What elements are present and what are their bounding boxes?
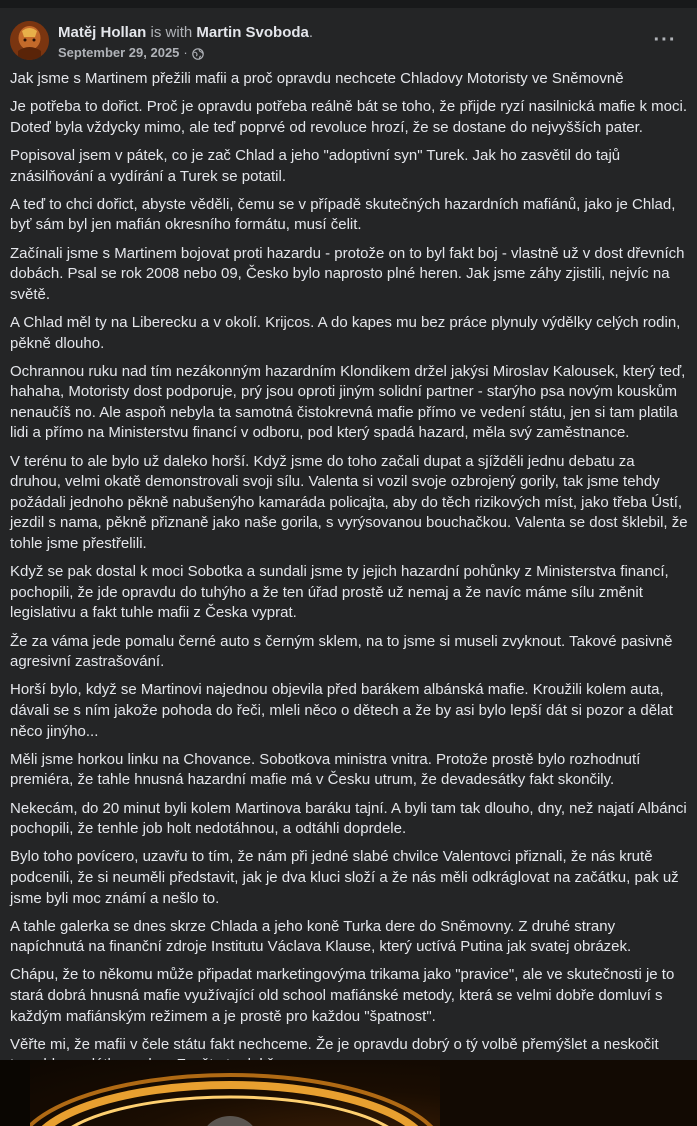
post-header — [0, 8, 697, 68]
meta-separator: · — [183, 45, 188, 60]
post-date[interactable]: September 29, 2025 — [58, 45, 180, 60]
post-paragraph: V terénu to ale bylo už daleko horší. Když jsme do toho začali dupat a sjížděli jednu debatu za druhou, velmi okatě demonstrovali svoji sílu. Valenta si vozil svoje ozbrojený gorily, tak jsme tehdy požádali jednoho pěkně nabušenýho kamaráda policajta, aby do těch rizikových míst, jako třeba Ústí, jezdil s nama, pěkně přiznaně jako naše gorila, s vyrýsovanou bouchačkou. Valenta se dost šklebil, že tohle jsme přestřelili. — [10, 452, 688, 553]
more-options-button[interactable] — [647, 26, 683, 54]
more-horizontal-icon: ··· — [653, 28, 677, 51]
post-paragraph: Jak jsme s Martinem přežili mafii a proč opravdu nechcete Chladovy Motoristy ve Sněmovně — [10, 70, 624, 87]
post-paragraph: Je potřeba to dořict. Proč je opravdu potřeba reálně bát se toho, že přijde ryzí nasilnická mafie k moci. Doteď byla vždycky mimo, ale teď poprvé od revoluce hrozí, že se dostane do nejvyšších pater. — [10, 98, 688, 136]
post-paragraph: Bylo toho povícero, uzavřu to tím, že nám při jedné slabé chvilce Valentovci přiznali, že nás krutě podcenili, že si neuměli představit, jak je dva kluci složí a že nás měli odkráglovat na začátku, pak už jsme byli moc známí a nešlo to. — [10, 848, 679, 907]
post-paragraph: Chápu, že to někomu může připadat marketingovýma trikama jako "pravice", ale ve skutečnosti je to stará dobrá hnusná mafie využívající old school mafiánské metody, která se velmi dobře domluví s každým mafiánským režimem a je prostě pro každou "špatnost". — [10, 966, 675, 1025]
post-paragraph: Když se pak dostal k moci Sobotka a sundali jsme ty jejich hazardní pohůnky z Ministerstva financí, pochopili, že jde opravdu do tuhýho a že ten úřad prostě už nemaj a že navíc máme sílu změnit legislativu a fakt tuhle mafii z Česka vyprat. — [10, 563, 669, 622]
post-photo[interactable] — [0, 1060, 697, 1126]
post-paragraph: A tahle galerka se dnes skrze Chlada a jeho koně Turka dere do Sněmovny. Z druhé strany napíchnutá na finanční zdroje Institutu Václava Klause, který uctívá Putina jak svatej obrázek. — [10, 917, 632, 956]
post-paragraph: Nekecám, do 20 minut byli kolem Martinova baráku tajní. A byli tam tak dlouho, dny, než najatí Albánci pochopili, že tenhle job holt nedotáhnou, a odtáhli doprdele. — [10, 799, 687, 838]
globe-icon[interactable] — [192, 47, 204, 59]
tagged-name[interactable]: Martin Svoboda — [196, 24, 309, 41]
post-paragraph: Horší bylo, když se Martinovi najednou objevila před barákem albánská mafie. Kroužili kolem auta, dávali se s ním jakože pohoda do řeči, mleli něco o dětech a že by asi bylo lepší dát si pozor a dělat něco jinýho... — [10, 681, 673, 740]
post-card — [0, 8, 697, 1126]
post-text — [10, 69, 688, 1084]
post-paragraph: Popisoval jsem v pátek, co je zač Chlad a jeho "adoptivní syn" Turek. Jak ho zasvětil do tajů znásilňování a vydírání a Turek se potatil. — [10, 146, 621, 185]
post-paragraph: Ochrannou ruku nad tím nezákonným hazardním Klondikem držel jakýsi Miroslav Kalousek, který teď, hahaha, Motoristy dost podporuje, prý jsou oproti jiným solidní partner - starýho psa novým kouskům nenaučíš no. Ale aspoň nebyla ta samotná čistokrevná mafie přímo ve vedení státu, jen si tam platila lidi a přímo na Ministerstvu financí v odboru, pod který spadá hazard, měla svý zaměstnance. — [10, 362, 686, 442]
author-line-punct: . — [308, 24, 314, 41]
post-paragraph: Že za vámа jede pomalu černé auto s černým sklem, na to jsme si museli zvyknout. Takové pasivně agresivní zastrašování. — [10, 632, 673, 671]
post-meta — [58, 44, 204, 61]
avatar[interactable] — [10, 21, 49, 60]
post-paragraph: Věřte mi, že mafii v čele státu fakt nechceme. Že je opravdu dobrý o tý volbě přemýšlet a neskočit — [10, 1035, 659, 1053]
post-paragraph: A Chlad měl ty na Liberecku a v okolí. Krijcos. A do kapes mu bez práce plynuly výdělky celých rodin, pěkně dlouho. — [10, 313, 681, 352]
with-text: is with — [146, 24, 197, 41]
author-name[interactable]: Matěj Hollan — [58, 24, 147, 41]
post-paragraph: Začínali jsme s Martinem bojovat proti hazardu - protože on to byl fakt boj - vlastně už v dost dřevních dobách. Psal se rok 2008 nebo 09, Česko bylo naprosto plné heren. Jak jsme záhy zjistili, nejvíc na světě. — [10, 244, 685, 303]
post-paragraph: A teď to chci dořict, abyste věděli, čemu se v případě skutečných hazardních mafiánů, jako je Chlad, byť sám byl jen mafián okresního formátu, musí čelit. — [10, 195, 676, 234]
post-paragraph: Měli jsme horkou linku na Chovance. Sobotkova ministra vnitra. Protože prostě bylo rozhodnutí premiéra, že tahle hnusná hazardní mafie má v Česku utrum, že devadesátky fakt skončily. — [10, 750, 641, 789]
author-line — [58, 23, 313, 42]
